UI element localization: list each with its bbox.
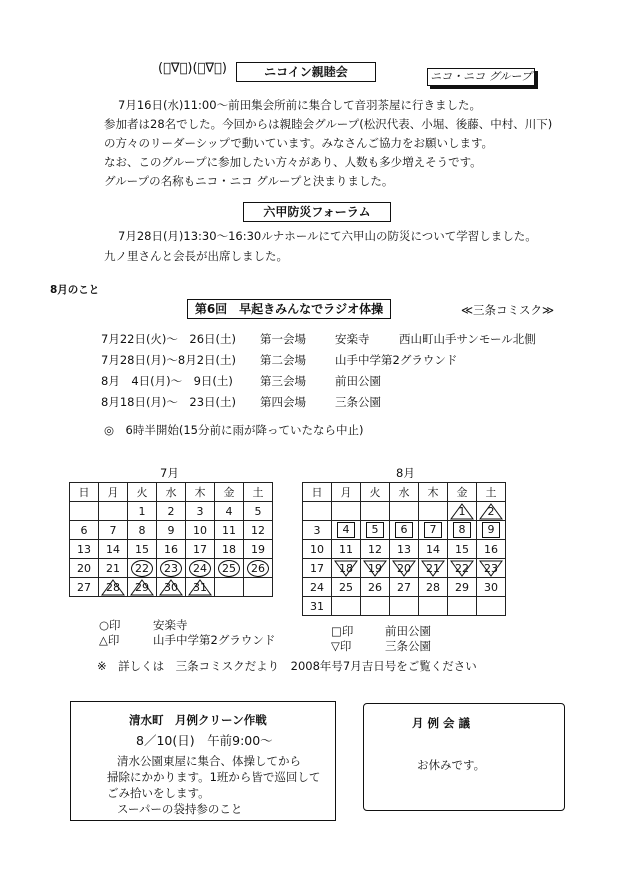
calendar-day: [419, 578, 448, 597]
calendar-day: [70, 521, 99, 540]
forum-body: [104, 229, 537, 263]
calendar-day: [244, 502, 273, 521]
day-number: 14: [106, 542, 120, 556]
text-line: 掃除にかかります。1班から皆で巡回して: [107, 770, 321, 784]
calendar-day: [390, 521, 419, 540]
weekday-header: 土: [244, 483, 273, 502]
radio-title: 第6回 早起きみんなでラジオ体操: [187, 299, 391, 319]
text-line: スーパーの袋持参のこと: [117, 802, 243, 816]
text-line: 7月28日(月)13:30～16:30ルナホールにて六甲山の防災について学習しました。: [118, 229, 537, 243]
cleanup-title: 清水町 月例クリーン作戦: [129, 713, 267, 727]
decoration-faces: (ﾟ∇ﾟ)(ﾟ∇ﾟ): [158, 61, 227, 76]
calendar-day: [186, 502, 215, 521]
calendar-empty: [448, 597, 477, 616]
calendar-empty: [99, 502, 128, 521]
calendar-day: [361, 559, 390, 578]
text-line: の方々のリーダーシップで動いています。みなさんご協力をお願いします。: [104, 136, 494, 150]
calendar-empty: [419, 597, 448, 616]
day-number: 9: [482, 522, 500, 538]
day-number: 16: [164, 542, 178, 556]
weekday-header: 火: [128, 483, 157, 502]
calendar-day: [128, 521, 157, 540]
calendar-day: [99, 540, 128, 559]
calendar-day: [448, 502, 477, 521]
day-number: 7: [109, 523, 117, 537]
day-number: 23: [484, 561, 498, 575]
day-number: 20: [397, 561, 411, 575]
day-number: 31: [193, 580, 207, 594]
calendar-day: [477, 502, 506, 521]
day-number: 29: [135, 580, 149, 594]
calendar-day: [186, 559, 215, 578]
weekday-header: 金: [448, 483, 477, 502]
day-number: 9: [167, 523, 175, 537]
calendar-day: [419, 540, 448, 559]
day-number: 18: [339, 561, 353, 575]
august-title: 8月: [396, 466, 415, 480]
day-number: 16: [484, 542, 498, 556]
calendar-day: [361, 521, 390, 540]
calendar-day: [157, 540, 186, 559]
text-line: ごみ拾いをします。: [107, 786, 210, 800]
calendar-empty: [332, 502, 361, 521]
day-number: 27: [397, 580, 411, 594]
calendar-day: [332, 540, 361, 559]
day-number: 10: [193, 523, 207, 537]
calendar-day: [157, 502, 186, 521]
july-title: 7月: [160, 466, 179, 480]
calendar-day: [99, 559, 128, 578]
day-number: 13: [77, 542, 91, 556]
text-line: 九ノ里さんと会長が出席しました。: [104, 249, 288, 263]
day-number: 1: [458, 504, 466, 518]
day-number: 3: [313, 523, 321, 537]
day-number: 30: [484, 580, 498, 594]
weekday-header: 木: [186, 483, 215, 502]
radio-note: ◎ 6時半開始(15分前に雨が降っていたなら中止): [104, 423, 364, 437]
calendar-day: [215, 502, 244, 521]
day-number: 5: [254, 504, 262, 518]
weekday-header: 日: [70, 483, 99, 502]
day-number: 6: [80, 523, 88, 537]
august-heading: 8月のこと: [50, 284, 100, 296]
text-line: なお、このグループに参加したい方々があり、人数も多少増えそうです。: [104, 155, 482, 169]
day-number: 14: [426, 542, 440, 556]
weekday-header: 水: [390, 483, 419, 502]
day-number: 15: [455, 542, 469, 556]
day-number: 24: [310, 580, 324, 594]
day-number: 4: [225, 504, 233, 518]
calendar-day: [128, 540, 157, 559]
weekday-header: 月: [332, 483, 361, 502]
day-number: 10: [310, 542, 324, 556]
calendar-day: [303, 540, 332, 559]
calendar-day: [157, 559, 186, 578]
day-number: 19: [368, 561, 382, 575]
calendar-day: [361, 578, 390, 597]
day-number: 28: [106, 580, 120, 594]
calendar-empty: [361, 502, 390, 521]
day-number: 26: [247, 560, 269, 577]
calendar-empty: [70, 502, 99, 521]
day-number: 5: [366, 522, 384, 538]
day-number: 19: [251, 542, 265, 556]
weekday-header: 土: [477, 483, 506, 502]
day-number: 12: [251, 523, 265, 537]
july-calendar: [69, 482, 273, 597]
day-number: 31: [310, 599, 324, 613]
calendar-day: [419, 559, 448, 578]
calendar-day: [186, 540, 215, 559]
radio-source: ≪三条コミスク≫: [461, 303, 555, 317]
day-number: 4: [337, 522, 355, 538]
calendar-day: [70, 578, 99, 597]
weekday-header: 火: [361, 483, 390, 502]
calendar-day: [215, 540, 244, 559]
day-number: 26: [368, 580, 382, 594]
day-number: 27: [77, 580, 91, 594]
day-number: 18: [222, 542, 236, 556]
day-number: 29: [455, 580, 469, 594]
calendar-day: [157, 578, 186, 597]
meeting-box: [363, 703, 565, 811]
calendar-day: [99, 521, 128, 540]
weekday-header: 金: [215, 483, 244, 502]
calendar-day: [361, 540, 390, 559]
calendar-day: [128, 502, 157, 521]
august-calendar: [302, 482, 506, 616]
day-number: 23: [160, 560, 182, 577]
calendar-day: [390, 559, 419, 578]
weekday-header: 日: [303, 483, 332, 502]
calendar-day: [448, 521, 477, 540]
calendar-day: [390, 540, 419, 559]
calendar-day: [303, 559, 332, 578]
calendar-empty: [390, 597, 419, 616]
calendar-day: [303, 597, 332, 616]
text-line: 7月16日(水)11:00～前田集会所前に集合して音羽茶屋に行きました。: [118, 98, 482, 112]
day-number: 2: [487, 504, 495, 518]
day-number: 25: [218, 560, 240, 577]
day-number: 17: [310, 561, 324, 575]
calendar-day: [215, 521, 244, 540]
weekday-header: 木: [419, 483, 448, 502]
day-number: 15: [135, 542, 149, 556]
day-number: 7: [424, 522, 442, 538]
day-number: 30: [164, 580, 178, 594]
calendar-empty: [477, 597, 506, 616]
calendar-day: [448, 578, 477, 597]
day-number: 22: [455, 561, 469, 575]
nikoin-group-label: ニコ・ニコ グループ: [427, 68, 535, 86]
text-line: 参加者は28名でした。今回からは親睦会グループ(松沢代表、小堀、後藤、中村、川下): [104, 117, 553, 131]
cleanup-box: [70, 701, 336, 821]
calendar-day: [128, 578, 157, 597]
calendar-empty: [361, 597, 390, 616]
cleanup-date: 8／10(日) 午前9:00～: [136, 733, 273, 748]
calendar-empty: [419, 502, 448, 521]
forum-title: 六甲防災フォーラム: [243, 202, 391, 222]
nikoin-body: [104, 98, 552, 188]
meeting-text: お休みです。: [417, 758, 486, 772]
calendar-day: [244, 559, 273, 578]
weekday-header: 月: [99, 483, 128, 502]
calendar-day: [332, 521, 361, 540]
day-number: 11: [222, 523, 236, 537]
day-number: 6: [395, 522, 413, 538]
calendar-empty: [303, 502, 332, 521]
calendar-day: [186, 578, 215, 597]
calendar-day: [128, 559, 157, 578]
day-number: 12: [368, 542, 382, 556]
day-number: 28: [426, 580, 440, 594]
day-number: 11: [339, 542, 353, 556]
text-line: 清水公園東屋に集合、体操してから: [117, 754, 301, 768]
day-number: 8: [138, 523, 146, 537]
calendar-day: [215, 559, 244, 578]
calendar-day: [303, 521, 332, 540]
calendar-day: [70, 559, 99, 578]
calendar-day: [448, 559, 477, 578]
text-line: グループの名称もニコ・ニコ グループと決まりました。: [104, 174, 394, 188]
calendar-day: [419, 521, 448, 540]
calendar-day: [477, 578, 506, 597]
day-number: 21: [426, 561, 440, 575]
calendar-day: [477, 559, 506, 578]
day-number: 22: [131, 560, 153, 577]
day-number: 20: [77, 561, 91, 575]
day-number: 25: [339, 580, 353, 594]
day-number: 24: [189, 560, 211, 577]
calendar-empty: [390, 502, 419, 521]
details-note: ※ 詳しくは 三条コミスクだより 2008年号7月吉日号をご覧ください: [97, 659, 477, 673]
calendar-day: [390, 578, 419, 597]
day-number: 21: [106, 561, 120, 575]
day-number: 8: [453, 522, 471, 538]
day-number: 1: [138, 504, 146, 518]
calendar-day: [244, 540, 273, 559]
calendar-day: [448, 540, 477, 559]
calendar-empty: [215, 578, 244, 597]
calendar-day: [332, 578, 361, 597]
calendar-day: [99, 578, 128, 597]
day-number: 3: [196, 504, 204, 518]
meeting-title: 月 例 会 議: [412, 716, 471, 730]
calendar-day: [303, 578, 332, 597]
nikoin-title: ニコイン親睦会: [236, 62, 376, 82]
day-number: 17: [193, 542, 207, 556]
day-number: 2: [167, 504, 175, 518]
calendar-day: [477, 540, 506, 559]
calendar-day: [244, 521, 273, 540]
calendar-day: [186, 521, 215, 540]
calendar-empty: [244, 578, 273, 597]
calendar-day: [332, 559, 361, 578]
calendar-day: [70, 540, 99, 559]
calendar-day: [157, 521, 186, 540]
calendar-day: [477, 521, 506, 540]
weekday-header: 水: [157, 483, 186, 502]
day-number: 13: [397, 542, 411, 556]
calendar-empty: [332, 597, 361, 616]
